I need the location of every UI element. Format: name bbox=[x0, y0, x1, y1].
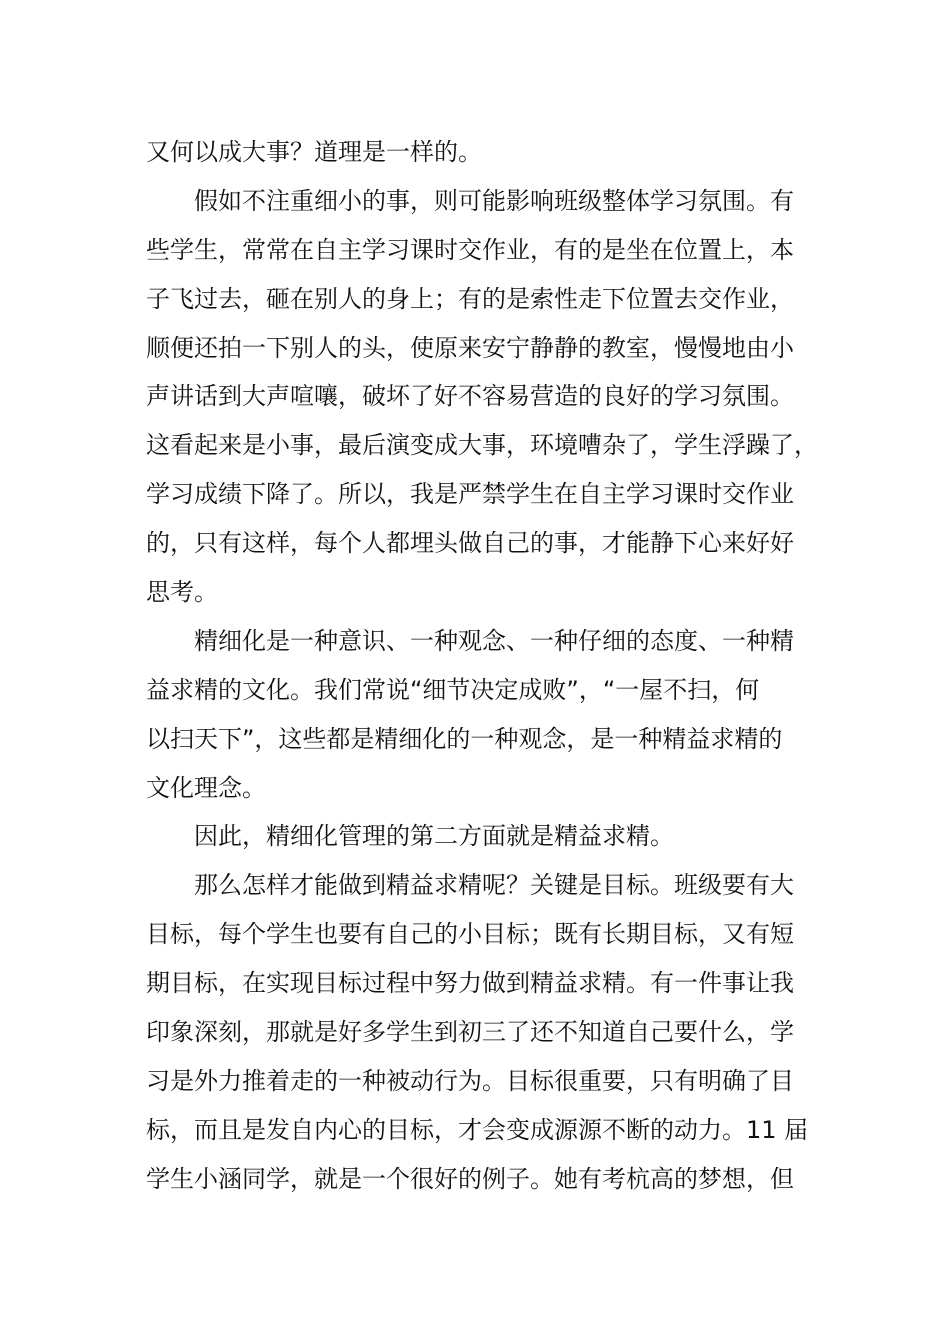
text-line: 声讲话到大声喧嚷，破坏了好不容易营造的良好的学习氛围。 bbox=[146, 382, 794, 411]
text-line: 些学生，常常在自主学习课时交作业，有的是坐在位置上，本 bbox=[146, 235, 794, 264]
text-line: 标，而且是发自内心的目标，才会变成源源不断的动力。11 届 bbox=[146, 1115, 809, 1144]
text-line: 又何以成大事？道理是一样的。 bbox=[146, 138, 482, 166]
text-line: 以扫天下”，这些都是精细化的一种观念，是一种精益求精的 bbox=[146, 724, 783, 753]
text-line: 这看起来是小事，最后演变成大事，环境嘈杂了，学生浮躁了， bbox=[146, 431, 818, 460]
text-line: 精细化是一种意识、一种观念、一种仔细的态度、一种精 bbox=[194, 626, 794, 655]
text-line: 子飞过去，砸在别人的身上；有的是索性走下位置去交作业， bbox=[146, 284, 794, 313]
text-line: 因此，精细化管理的第二方面就是精益求精。 bbox=[194, 822, 674, 851]
text-line: 学生小涵同学，就是一个很好的例子。她有考杭高的梦想，但 bbox=[146, 1164, 794, 1193]
text-line: 学习成绩下降了。所以，我是严禁学生在自主学习课时交作业 bbox=[146, 480, 794, 509]
text-line: 印象深刻，那就是好多学生到初三了还不知道自己要什么，学 bbox=[146, 1018, 794, 1047]
text-line: 期目标，在实现目标过程中努力做到精益求精。有一件事让我 bbox=[146, 969, 794, 998]
text-line: 习是外力推着走的一种被动行为。目标很重要，只有明确了目 bbox=[146, 1066, 794, 1095]
text-line: 目标，每个学生也要有自己的小目标；既有长期目标，又有短 bbox=[146, 920, 794, 949]
text-line: 思考。 bbox=[146, 578, 218, 607]
text-line: 益求精的文化。我们常说“细节决定成败”，“一屋不扫，何 bbox=[146, 675, 760, 704]
text-line: 假如不注重细小的事，则可能影响班级整体学习氛围。有 bbox=[194, 186, 794, 215]
text-line: 顺便还拍一下别人的头，使原来安宁静静的教室，慢慢地由小 bbox=[146, 333, 794, 362]
text-line: 文化理念。 bbox=[146, 773, 266, 802]
text-line: 的，只有这样，每个人都埋头做自己的事，才能静下心来好好 bbox=[146, 529, 794, 558]
text-line: 那么怎样才能做到精益求精呢？关键是目标。班级要有大 bbox=[194, 871, 794, 900]
body-text bbox=[146, 128, 826, 1204]
